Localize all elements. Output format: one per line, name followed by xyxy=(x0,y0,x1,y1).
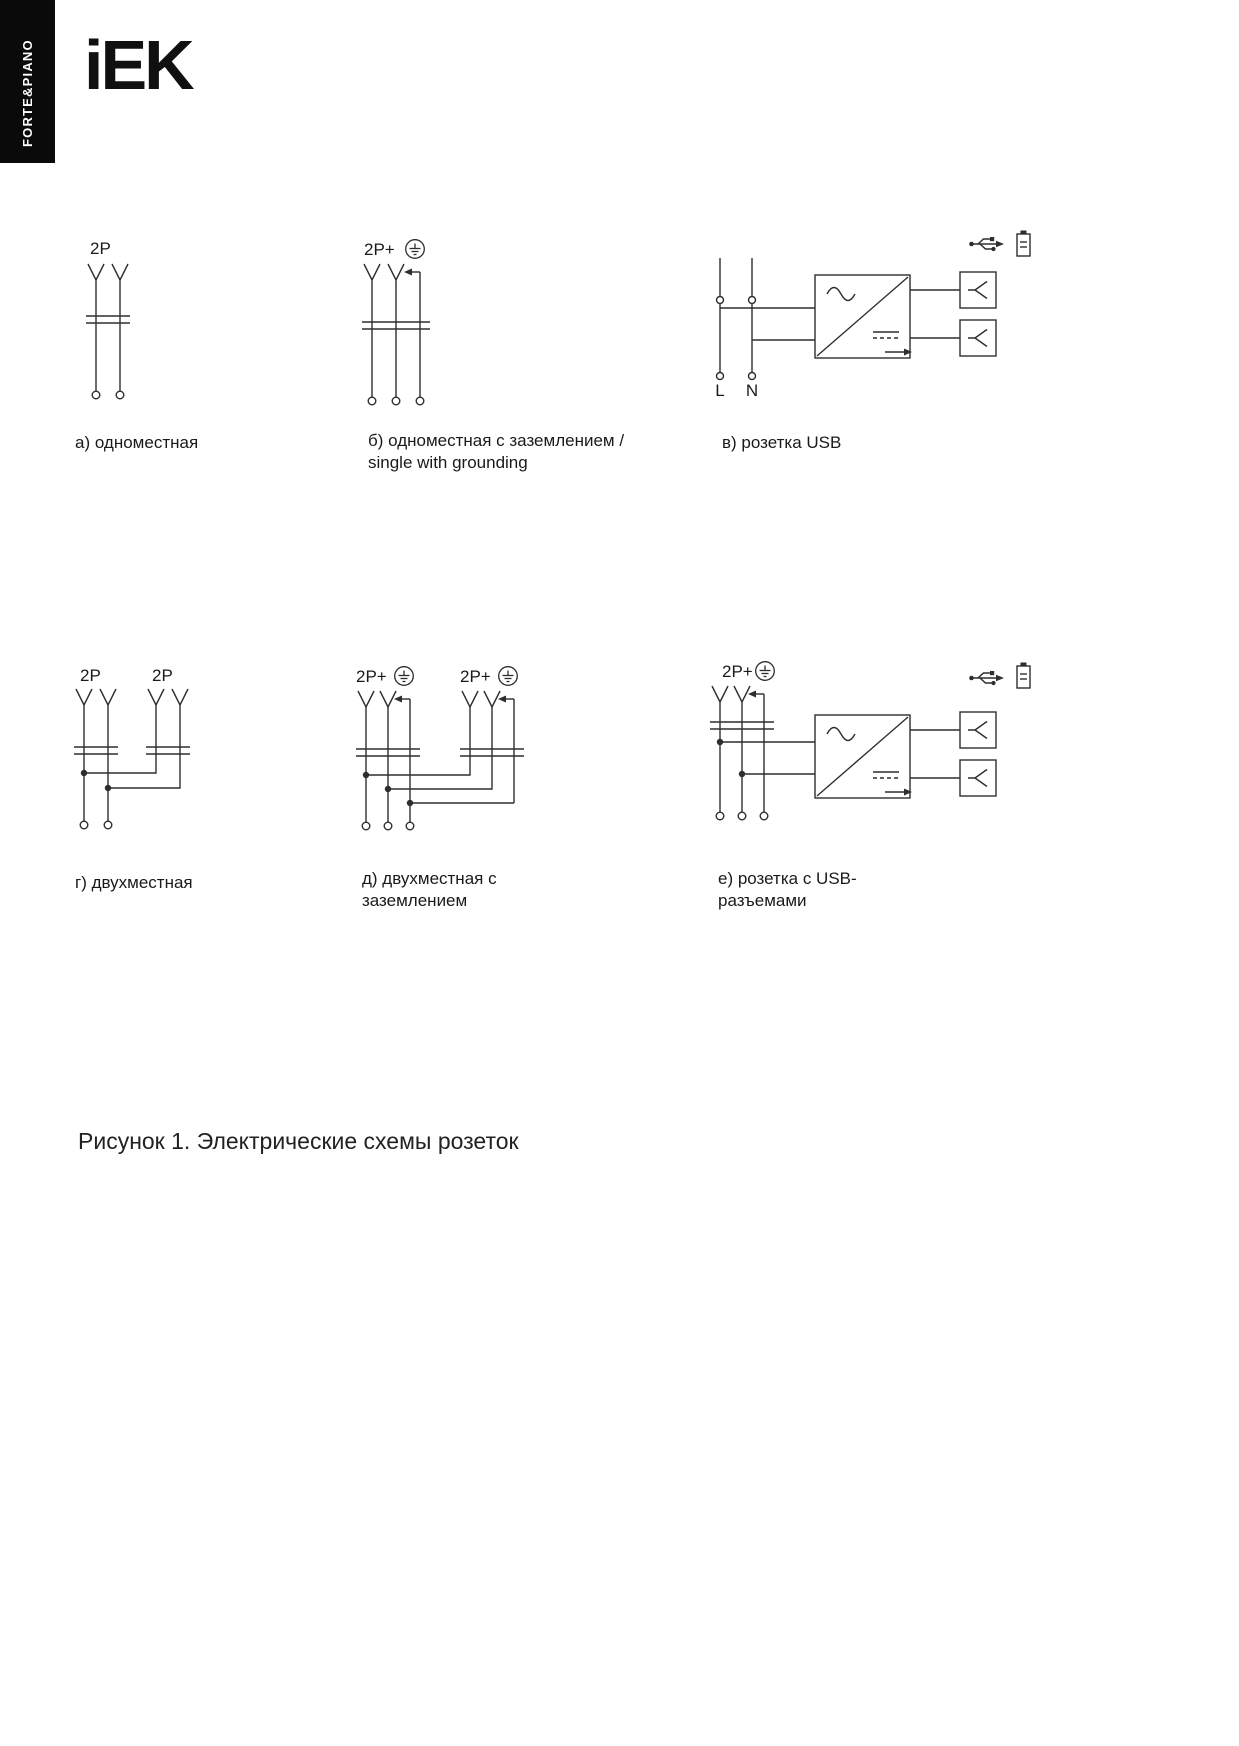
usb-grounded-socket-lines xyxy=(710,686,996,820)
figure-title: Рисунок 1. Электрические схемы розеток xyxy=(78,1128,519,1154)
caption-a: а) одноместная xyxy=(75,433,199,452)
diagram-e-schematic xyxy=(705,658,1040,863)
terminal-circle xyxy=(716,812,724,820)
diagram-a xyxy=(70,238,230,428)
terminal-label-l: L xyxy=(715,381,725,400)
terminal-circle xyxy=(384,822,392,830)
usb-logo-icon xyxy=(969,237,1004,251)
ground-icon xyxy=(756,662,775,681)
ground-icon xyxy=(395,667,414,686)
terminal-circle xyxy=(406,822,414,830)
ac-sine-icon xyxy=(827,728,855,741)
caption-d: д) двухместная с заземлением xyxy=(362,869,497,911)
spine-bar xyxy=(0,0,55,163)
terminal-circle xyxy=(416,397,424,405)
terminal-circle xyxy=(92,391,100,399)
junction-dot xyxy=(363,772,369,778)
label-2p: 2P xyxy=(80,666,101,685)
terminal-circle xyxy=(104,821,112,829)
label-2p-plus: 2P+ xyxy=(722,662,753,681)
usb-logo-icon xyxy=(969,671,1004,685)
usb-port-fork-icon xyxy=(968,282,987,299)
usb-port-fork-icon xyxy=(968,330,987,347)
battery-icon xyxy=(1017,663,1030,689)
spine-text: FORTE&PIANO xyxy=(20,39,35,147)
label-2p: 2P xyxy=(152,666,173,685)
junction-dot xyxy=(407,800,413,806)
usb-port xyxy=(960,712,996,748)
label-2p: 2P xyxy=(90,239,111,258)
usb-port xyxy=(960,320,996,356)
terminal-circle xyxy=(717,373,724,380)
diagram-b xyxy=(358,238,548,428)
ground-icon xyxy=(499,667,518,686)
terminal-label-n: N xyxy=(745,381,759,400)
output-arrow xyxy=(904,789,912,796)
battery-icon xyxy=(1017,231,1030,257)
label-2p-plus: 2P+ xyxy=(364,240,395,259)
output-arrow xyxy=(904,349,912,356)
ac-sine-icon xyxy=(827,288,855,301)
junction-dot xyxy=(717,739,723,745)
diagram-v xyxy=(705,228,1040,418)
usb-socket-lines xyxy=(717,258,997,380)
diagram-v-schematic xyxy=(705,228,1040,413)
terminal-circle xyxy=(392,397,400,405)
caption-e: е) розетка с USB-разъемами xyxy=(718,869,857,911)
usb-port xyxy=(960,272,996,308)
caption-b: б) одноместная с заземлением / single with grounding xyxy=(368,431,625,473)
diagram-g xyxy=(68,665,263,855)
double-socket-lines xyxy=(74,689,190,829)
diagram-d-schematic xyxy=(352,665,567,850)
diagram-a-schematic xyxy=(70,238,230,423)
diagram-e xyxy=(705,658,1040,868)
terminal-circle xyxy=(738,812,746,820)
junction-dot xyxy=(81,770,87,776)
single-socket-lines xyxy=(86,264,130,399)
terminal-circle xyxy=(80,821,88,829)
ground-icon xyxy=(406,240,425,259)
junction-dot xyxy=(105,785,111,791)
terminal-circle xyxy=(362,822,370,830)
double-grounded-socket-lines xyxy=(356,691,524,830)
terminal-circle xyxy=(749,297,756,304)
caption-v: в) розетка USB xyxy=(722,433,842,452)
terminal-circle xyxy=(116,391,124,399)
diagram-b-schematic xyxy=(358,238,548,423)
usb-port xyxy=(960,760,996,796)
terminal-circle xyxy=(368,397,376,405)
ground-arrow xyxy=(394,696,402,703)
terminal-circle xyxy=(749,373,756,380)
single-grounded-socket-lines xyxy=(362,264,430,405)
caption-g: г) двухместная xyxy=(75,873,193,892)
terminal-circle xyxy=(760,812,768,820)
junction-dot xyxy=(385,786,391,792)
terminal-circle xyxy=(717,297,724,304)
label-2p-plus: 2P+ xyxy=(356,667,387,686)
usb-port-fork-icon xyxy=(968,722,987,739)
diagram-g-schematic xyxy=(68,665,263,850)
usb-port-fork-icon xyxy=(968,770,987,787)
ground-arrow xyxy=(404,269,412,276)
ground-arrow xyxy=(748,691,756,698)
diagram-d xyxy=(352,665,567,855)
iek-logo: iEK xyxy=(84,26,192,104)
ground-arrow xyxy=(498,696,506,703)
junction-dot xyxy=(739,771,745,777)
label-2p-plus: 2P+ xyxy=(460,667,491,686)
